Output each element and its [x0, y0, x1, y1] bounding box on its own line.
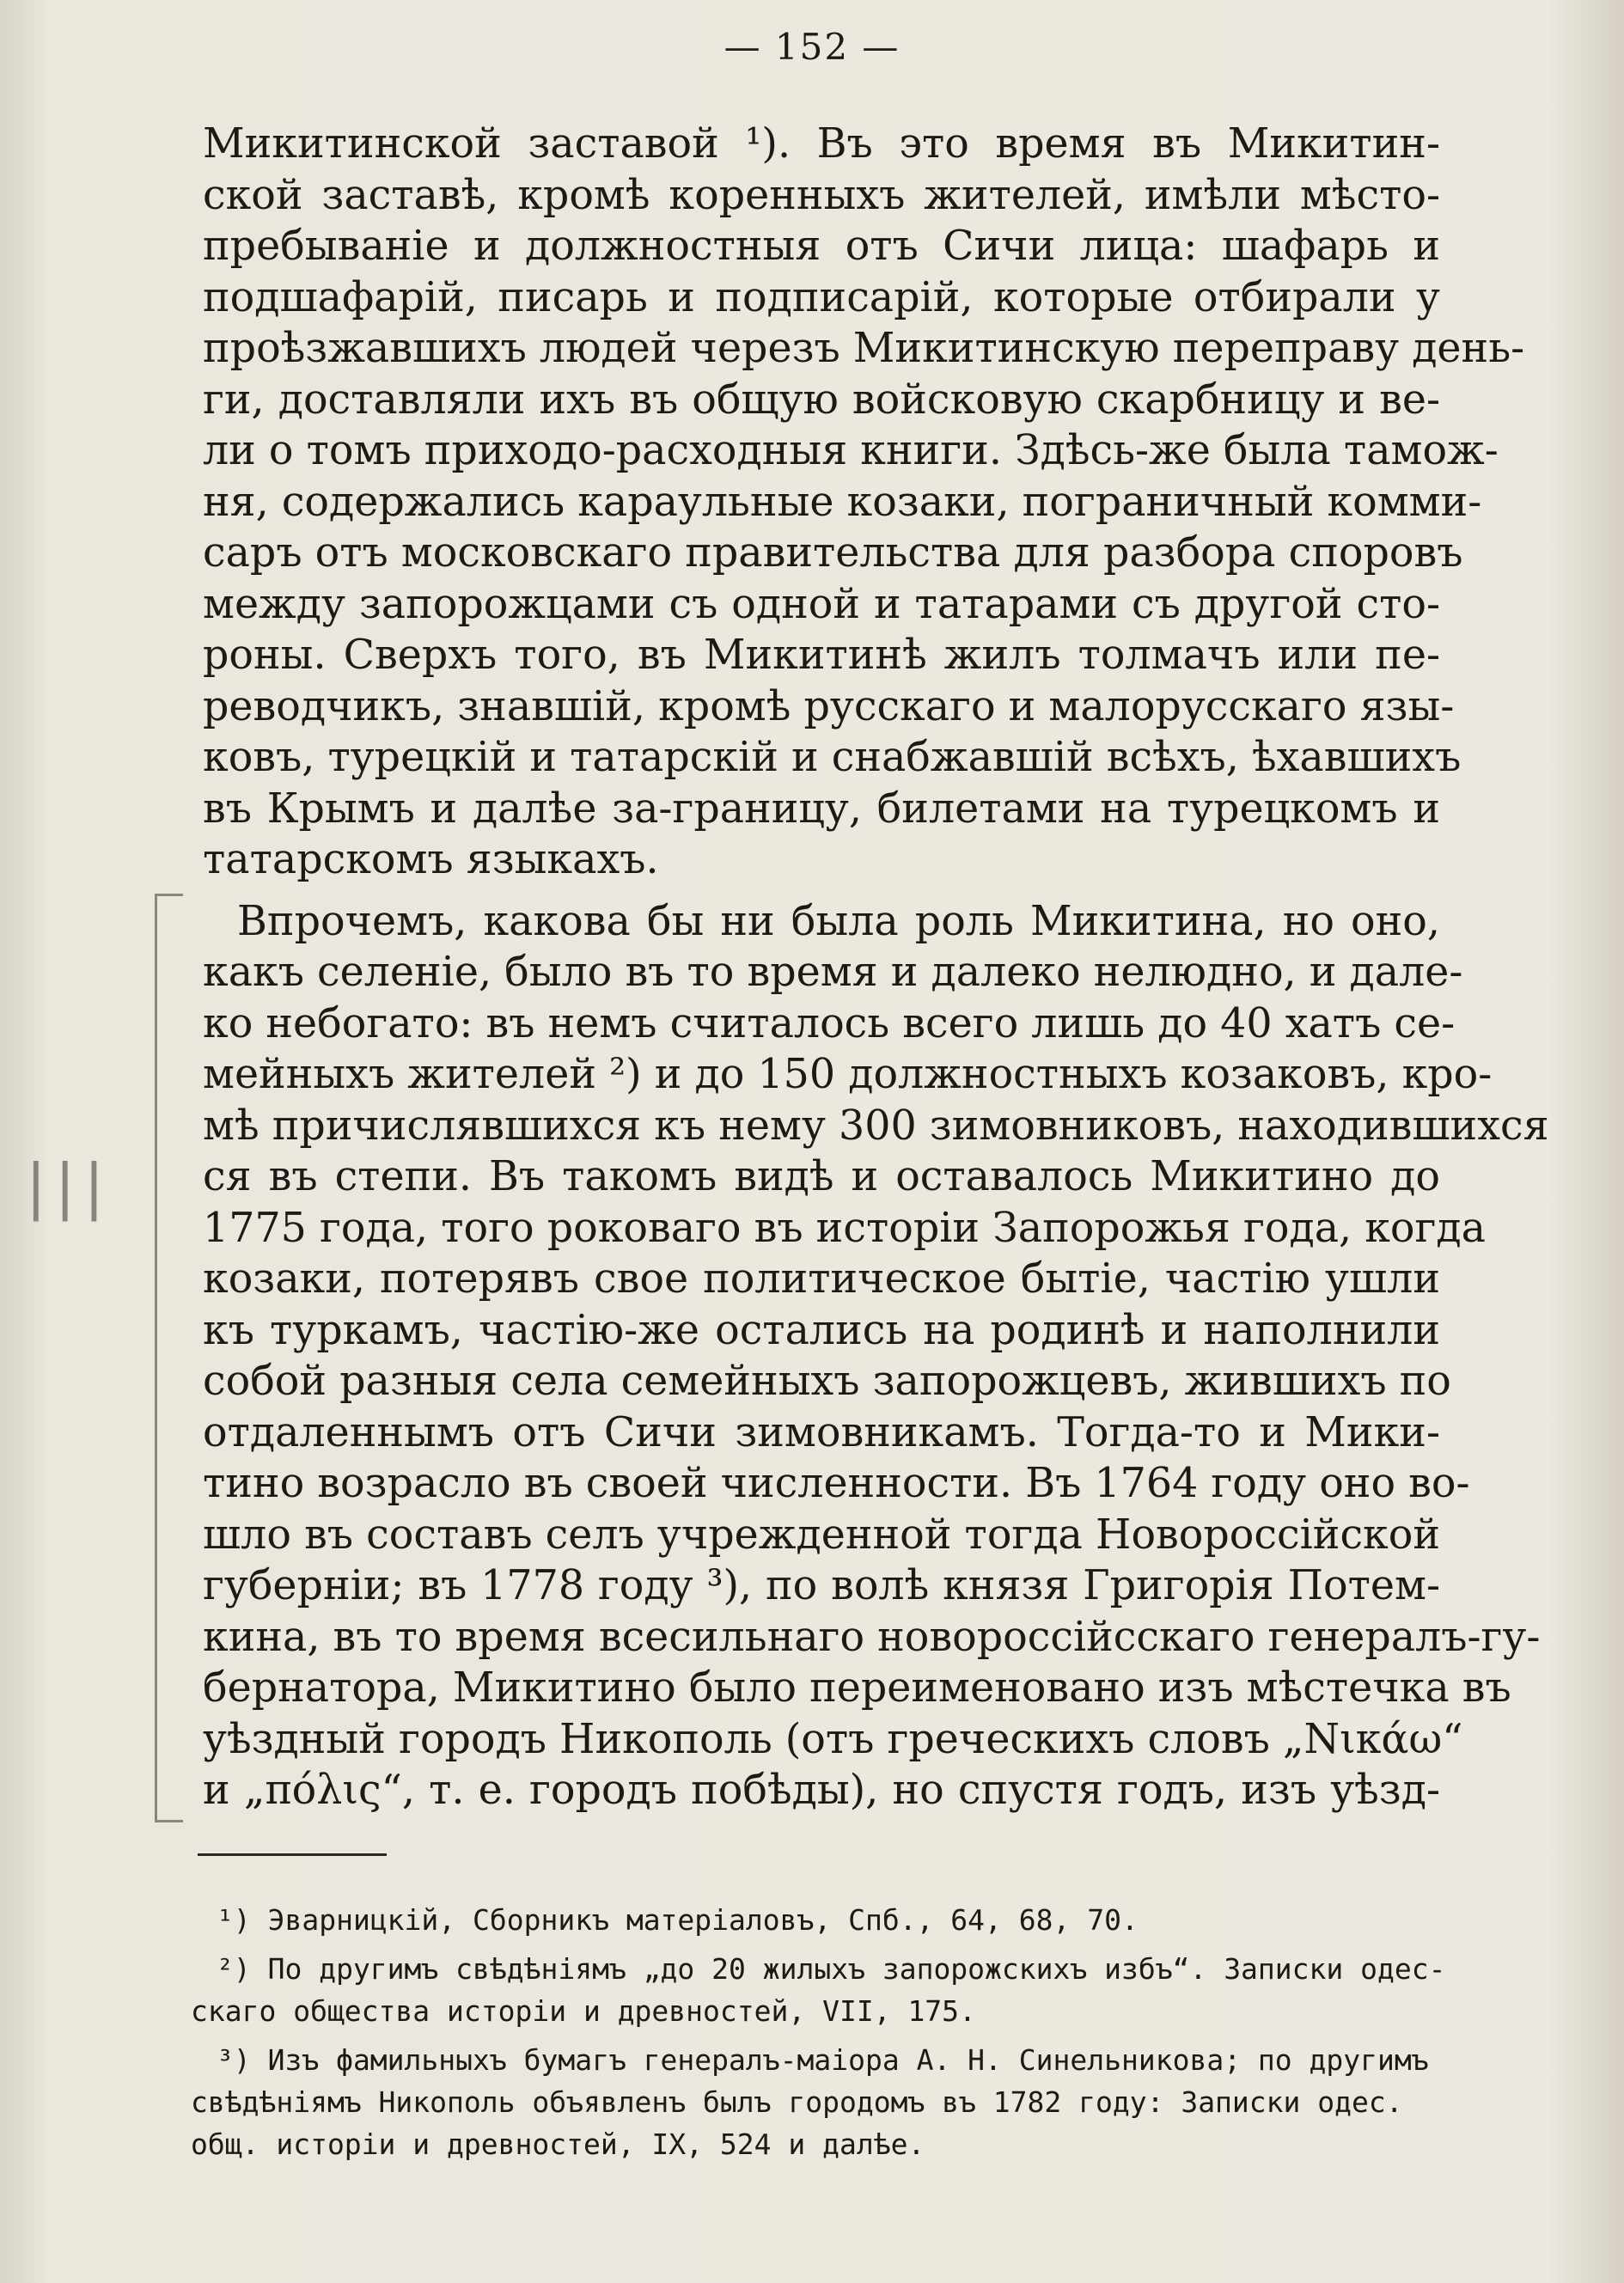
footnote-line: ²) По другимъ свѣдѣніямъ „до 20 жилыхъ запорожскихъ избъ“. Записки одес-	[217, 1952, 1446, 1986]
text-line: ня, содержались караульные козаки, пограничный комми-	[203, 478, 1482, 526]
text-line: тино возрасло въ своей численности. Въ 1764 году оно во-	[203, 1460, 1470, 1507]
text-line: въ Крымъ и далѣе за-границу, билетами на турецкомъ и	[203, 784, 1440, 833]
margin-pencil-bracket	[155, 894, 183, 1822]
text-line: татарскомъ языкахъ.	[203, 836, 659, 883]
footnote-rule	[198, 1853, 387, 1856]
text-line: отдаленнымъ отъ Сичи зимовникамъ. Тогда-то и Мики-	[203, 1408, 1440, 1456]
text-line: реводчикъ, знавшій, кромѣ русскаго и малорусскаго язы-	[203, 682, 1455, 730]
text-line: между запорожцами съ одной и татарами съ другой сто-	[203, 580, 1440, 628]
text-line: ги, доставляли ихъ въ общую войсковую скарбницу и ве-	[203, 375, 1440, 424]
text-line: мейныхъ жителей ²) и до 150 должностныхъ козаковъ, кро-	[203, 1051, 1493, 1098]
text-line: ли о томъ приходо-расходныя книги. Здѣсь-же была тамож-	[203, 427, 1499, 474]
text-line: ко небогато: въ немъ считалось всего лишь до 40 хатъ се-	[203, 999, 1456, 1047]
text-line: къ туркамъ, частію-же остались на родинѣ и наполнили	[203, 1306, 1440, 1354]
text-line: собой разныя села семейныхъ запорожцевъ, жившихъ по	[203, 1358, 1451, 1405]
text-line: саръ отъ московскаго правительства для разбора споровъ	[203, 529, 1463, 577]
text-line: и „πόλις“, т. е. городъ побѣды), но спустя годъ, изъ уѣзд-	[203, 1767, 1440, 1814]
footnote-line: общ. исторіи и древностей, IX, 524 и далѣе.	[191, 2127, 925, 2161]
text-line: роны. Сверхъ того, въ Микитинѣ жилъ толмачъ или пе-	[203, 632, 1440, 679]
text-line: ской заставѣ, кромѣ коренныхъ жителей, имѣли мѣсто-	[203, 171, 1440, 219]
footnote-line: ³) Изъ фамильныхъ бумагъ генералъ-маіора А. Н. Синельникова; по другимъ	[217, 2043, 1429, 2077]
text-line: ковъ, турецкій и татарскій и снабжавшій всѣхъ, ѣхавшихъ	[203, 734, 1462, 781]
text-line: козаки, потерявъ свое политическое бытіе, частію ушли	[203, 1255, 1440, 1303]
footnote-line: ¹) Эварницкій, Сборникъ матеріаловъ, Спб., 64, 68, 70.	[217, 1903, 1139, 1937]
footnotes	[191, 1899, 1446, 2165]
text-line: Микитинской заставой ¹). Въ это время въ Микитин-	[203, 120, 1440, 168]
text-line: губерніи; въ 1778 году ³), по волѣ князя Григорія Потем-	[203, 1562, 1440, 1609]
text-line: ся въ степи. Въ такомъ видѣ и оставалось Микитино до	[203, 1153, 1440, 1200]
text-line: Впрочемъ, какова бы ни была роль Микитина, но оно,	[237, 897, 1440, 945]
footnote-3	[191, 2039, 1438, 2165]
text-line: какъ селеніе, было въ то время и далеко нелюдно, и дале-	[203, 949, 1463, 996]
text-line: шло въ составъ селъ учрежденной тогда Новороссійской	[203, 1511, 1440, 1559]
paragraph-1	[203, 119, 1525, 886]
margin-pencil-mark: | | |	[26, 1151, 100, 1222]
page-number: — 152 —	[723, 26, 901, 68]
text-line: пребываніе и должностныя отъ Сичи лица: шафарь и	[203, 223, 1440, 270]
text-line: 1775 года, того роковаго въ исторіи Запорожья года, когда	[203, 1204, 1486, 1252]
text-line: мѣ причислявшихся къ нему 300 зимовниковъ, находившихся	[203, 1102, 1549, 1150]
body-text	[203, 119, 1549, 1816]
footnote-1	[191, 1899, 1438, 1941]
text-line: подшафарій, писарь и подписарій, которые отбирали у	[203, 273, 1440, 321]
paragraph-2	[203, 896, 1549, 1816]
text-line: бернатора, Микитино было переименовано изъ мѣстечка въ	[203, 1664, 1511, 1712]
text-line: уѣздный городъ Никополь (отъ греческихъ словъ „Νικάω“	[203, 1715, 1463, 1763]
text-line: кина, въ то время всесильнаго новороссійсскаго генералъ-гу-	[203, 1613, 1541, 1661]
text-line: проѣзжавшихъ людей черезъ Микитинскую переправу день-	[203, 325, 1525, 372]
footnote-line: свѣдѣніямъ Никополь объявленъ былъ городомъ въ 1782 году: Записки одес.	[191, 2085, 1403, 2119]
footnote-2	[191, 1948, 1446, 2032]
footnote-line: скаго общества исторіи и древностей, VII, 175.	[191, 1994, 976, 2028]
